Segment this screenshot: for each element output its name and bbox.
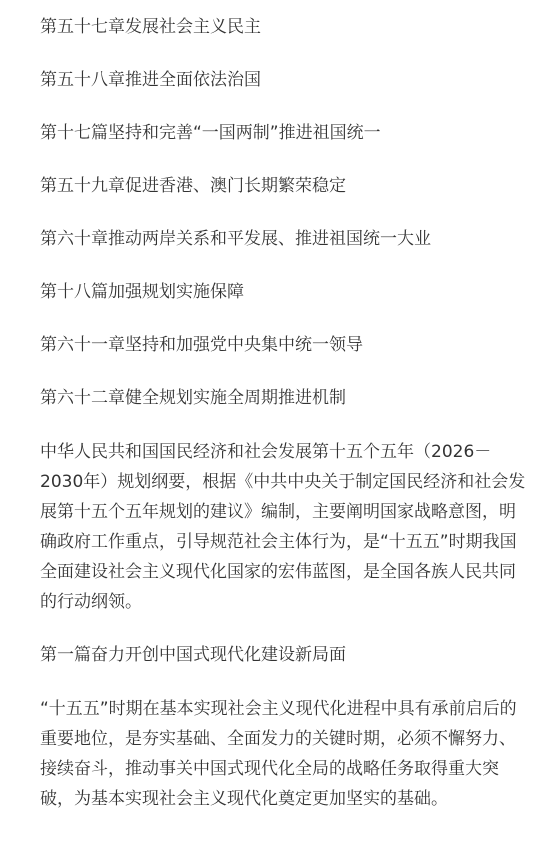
intro-paragraph: 中华人民共和国国民经济和社会发展第十五个五年（2026－2030年）规划纲要，根据《中共中央关于制定国民经济和社会发展第十五个五年规划的建议》编制，主要阐明国家战略意图，明确政府工作重点，引导规范社会主体行为，是“十五五”时期我国全面建设社会主义现代化国家的宏伟蓝图，是全国各族人民共同的行动纲领。 xyxy=(40,442,526,612)
body-paragraph: “十五五”时期在基本实现社会主义现代化进程中具有承前启后的重要地位，是夯实基础、全面发力的关键时期，必须不懈努力、接续奋斗，推动事关中国式现代化全局的战略任务取得重大突破，为基本实现社会主义现代化奠定更加坚实的基础。 xyxy=(40,699,517,809)
part-heading: 第十七篇坚持和完善“一国两制”推进祖国统一 xyxy=(40,123,381,143)
part-heading: 第一篇奋力开创中国式现代化建设新局面 xyxy=(40,645,346,665)
chapter-heading: 第六十一章坚持和加强党中央集中统一领导 xyxy=(40,335,363,355)
chapter-heading: 第五十九章促进香港、澳门长期繁荣稳定 xyxy=(40,176,346,196)
chapter-heading: 第六十二章健全规划实施全周期推进机制 xyxy=(40,388,346,408)
chapter-heading: 第五十七章发展社会主义民主 xyxy=(40,17,261,37)
chapter-heading: 第六十章推动两岸关系和平发展、推进祖国统一大业 xyxy=(40,229,431,249)
article-body xyxy=(0,13,552,814)
chapter-heading: 第五十八章推进全面依法治国 xyxy=(40,70,261,90)
part-heading: 第十八篇加强规划实施保障 xyxy=(40,282,244,302)
